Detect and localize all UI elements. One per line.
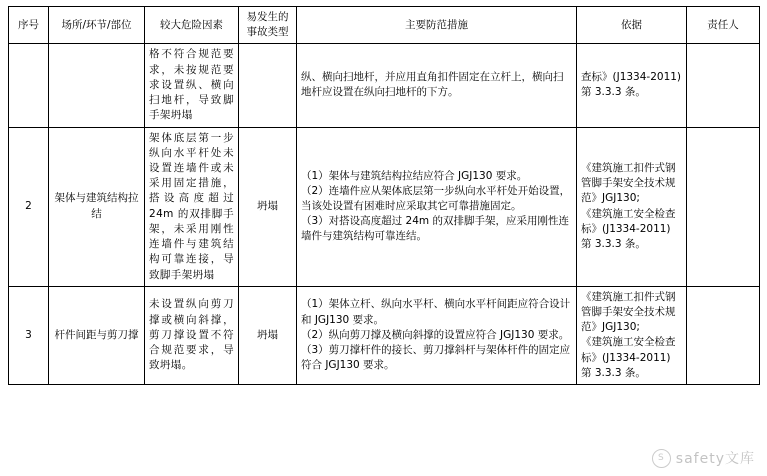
column-header-no: 序号	[9, 7, 49, 44]
cell-no	[9, 44, 49, 127]
watermark	[652, 448, 755, 468]
column-header-measures: 主要防范措施	[297, 7, 577, 44]
cell-responsible	[687, 44, 760, 127]
cell-risk: 未设置纵向剪刀撑或横向斜撑，剪刀撑设置不符合规范要求，导致坍塌。	[145, 286, 239, 384]
table-body	[9, 44, 760, 385]
basis-line: 第 3.3.3 条。	[581, 86, 646, 99]
table-row	[9, 127, 760, 286]
cell-no: 3	[9, 286, 49, 384]
cell-risk: 格不符合规范要求，未按规范要求设置纵、横向扫地杆，导致脚手架坍塌	[145, 44, 239, 127]
cell-basis	[577, 44, 687, 127]
measure-line: 纵、横向扫地杆，并应用直角扣件固定在立杆上，横向扫地杆应设置在纵向扫地杆的下方。	[301, 71, 564, 99]
basis-line: 第 3.3.3 条。	[581, 238, 646, 251]
measure-line: （3）剪刀撑杆件的接长、剪刀撑斜杆与架体杆件的固定应符合 JGJ130 要求。	[301, 343, 571, 372]
watermark-logo-icon: S	[652, 449, 671, 468]
cell-measures	[297, 127, 577, 286]
column-header-responsible: 责任人	[687, 7, 760, 44]
cell-responsible	[687, 127, 760, 286]
cell-responsible	[687, 286, 760, 384]
cell-no: 2	[9, 127, 49, 286]
basis-line: 《建筑施工扣件式钢管脚手架安全技术规范》JGJ130;	[581, 290, 676, 334]
measure-line: （2）连墙件应从架体底层第一步纵向水平杆处开始设置，当该处设置有困难时应采取其它可靠措施固定。	[301, 184, 571, 213]
measure-line: （2）纵向剪刀撑及横向斜撑的设置应符合 JGJ130 要求。	[301, 328, 570, 341]
column-header-place: 场所/环节/部位	[49, 7, 145, 44]
basis-line: 查标》(J1334-2011)	[581, 71, 682, 84]
cell-measures	[297, 44, 577, 127]
cell-place	[49, 44, 145, 127]
column-header-basis: 依据	[577, 7, 687, 44]
measure-line: （1）架体立杆、纵向水平杆、横向水平杆间距应符合设计和 JGJ130 要求。	[301, 298, 571, 326]
basis-line: 《建筑施工安全检查标》(J1334-2011)	[581, 207, 676, 235]
basis-line: 第 3.3.3 条。	[581, 366, 646, 379]
table-header	[9, 7, 760, 44]
cell-accident-type: 坍塌	[239, 127, 297, 286]
basis-line: 《建筑施工安全检查标》(J1334-2011)	[581, 336, 676, 364]
basis-line: 《建筑施工扣件式钢管脚手架安全技术规范》JGJ130;	[581, 161, 676, 205]
cell-measures	[297, 286, 577, 384]
measure-line: （1）架体与建筑结构拉结应符合 JGJ130 要求。	[301, 169, 528, 182]
cell-accident-type	[239, 44, 297, 127]
cell-accident-type: 坍塌	[239, 286, 297, 384]
column-header-accident-type: 易发生的事故类型	[239, 7, 297, 44]
cell-basis	[577, 127, 687, 286]
cell-place: 杆件间距与剪刀撑	[49, 286, 145, 384]
cell-basis	[577, 286, 687, 384]
table-row	[9, 286, 760, 384]
watermark-text: safety文库	[675, 451, 755, 467]
column-header-risk: 较大危险因素	[145, 7, 239, 44]
table-row	[9, 44, 760, 127]
risk-factors-table	[8, 6, 760, 385]
cell-risk: 架体底层第一步纵向水平杆处未设置连墙件或未采用固定措施，搭设高度超过 24m 的双排脚手架，未采用刚性连墙件与建筑结构可靠连接，导致脚手架坍塌	[145, 127, 239, 286]
cell-place: 架体与建筑结构拉结	[49, 127, 145, 286]
measure-line: （3）对搭设高度超过 24m 的双排脚手架，应采用刚性连墙件与建筑结构可靠连结。	[301, 215, 569, 243]
table-header-row	[9, 7, 760, 44]
